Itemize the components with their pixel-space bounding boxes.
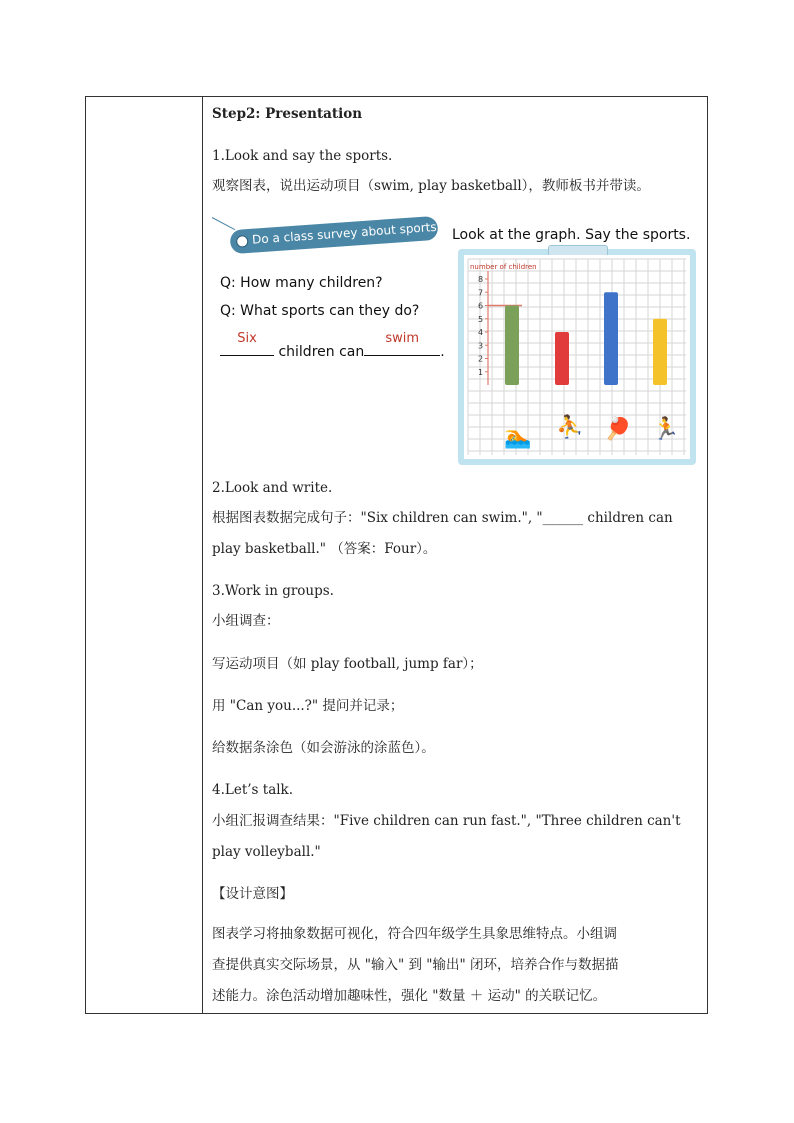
- bar-run-fast: [653, 319, 667, 385]
- section3-line3: 用 "Can you...?" 提问并记录；: [212, 698, 404, 714]
- question-1: Q: How many children?: [220, 275, 383, 291]
- answer-end: .: [440, 344, 445, 360]
- section1-heading: 1.Look and say the sports.: [212, 148, 393, 164]
- figure-title: Look at the graph. Say the sports.: [452, 227, 691, 243]
- section3-heading: 3.Work in groups.: [212, 583, 334, 599]
- y-tick-label: 3: [478, 341, 484, 351]
- answer-sport-blank: [364, 331, 440, 356]
- y-tick-label: 4: [478, 328, 484, 337]
- section2-line2: play basketball." （答案：Four）。: [212, 541, 437, 557]
- y-tick-label: 5: [478, 314, 484, 324]
- survey-badge: [229, 216, 438, 254]
- sports-children-illustration: [504, 405, 694, 455]
- answer-sport: swim: [385, 331, 420, 346]
- section3-line2: 写运动项目（如 play football, jump far）；: [212, 656, 483, 672]
- y-tick-label: 7: [478, 288, 484, 298]
- graph-board: [458, 249, 696, 465]
- answer-middle-text: children can: [278, 344, 365, 360]
- bar-swim: [505, 306, 519, 386]
- bar-play-table-tennis: [604, 292, 618, 385]
- survey-badge-text: Do a class survey about sports: [251, 219, 438, 247]
- bullet-dot-icon: [236, 235, 249, 248]
- badge-pointer-line: [212, 217, 235, 230]
- section4-line1: 小组汇报调查结果："Five children can run fast.", "Three children can't: [212, 813, 681, 829]
- design-line2: 查提供真实交际场景，从 "输入" 到 "输出" 闭环，培养合作与数据描: [212, 957, 619, 973]
- section3-line1: 小组调查：: [212, 613, 280, 629]
- section4-heading: 4.Let’s talk.: [212, 782, 294, 798]
- graph-paper: [464, 255, 690, 459]
- answer-number: Six: [237, 331, 257, 346]
- runner-icon: 🏃: [652, 417, 680, 442]
- y-tick-label: 2: [478, 354, 484, 364]
- section3-line4: 给数据条涂色（如会游泳的涂蓝色）。: [212, 740, 435, 756]
- question-2: Q: What sports can they do?: [220, 303, 420, 319]
- answer-sentence: [220, 331, 445, 360]
- answer-number-blank: [220, 331, 274, 356]
- design-line3: 述能力。涂色活动增加趣味性，强化 "数量 ＋ 运动" 的关联记忆。: [212, 988, 607, 1004]
- y-tick-label: 1: [478, 367, 484, 377]
- section2-line1: 根据图表数据完成句子："Six children can swim.", "______ children can: [212, 510, 673, 526]
- step-title: Step2: Presentation: [212, 106, 363, 122]
- section1-instruction: 观察图表，说出运动项目（swim, play basketball），教师板书并带读。: [212, 178, 650, 194]
- design-line1: 图表学习将抽象数据可视化，符合四年级学生具象思维特点。小组调: [212, 926, 617, 942]
- bar-play-basketball: [555, 332, 569, 385]
- y-tick-label: 6: [478, 301, 484, 311]
- design-heading: 【设计意图】: [212, 886, 293, 902]
- survey-figure: [212, 215, 702, 465]
- section2-heading: 2.Look and write.: [212, 480, 333, 496]
- section4-line2: play volleyball.": [212, 844, 321, 860]
- y-tick-label: 8: [478, 275, 484, 284]
- table-column-divider: [202, 97, 203, 1013]
- lesson-table: [85, 96, 708, 1014]
- basketball-player-icon: ⛹: [556, 415, 584, 440]
- table-tennis-player-icon: 🏓: [604, 417, 632, 442]
- swimmer-icon: 🏊: [504, 425, 532, 450]
- y-axis-label: number of children: [470, 263, 537, 271]
